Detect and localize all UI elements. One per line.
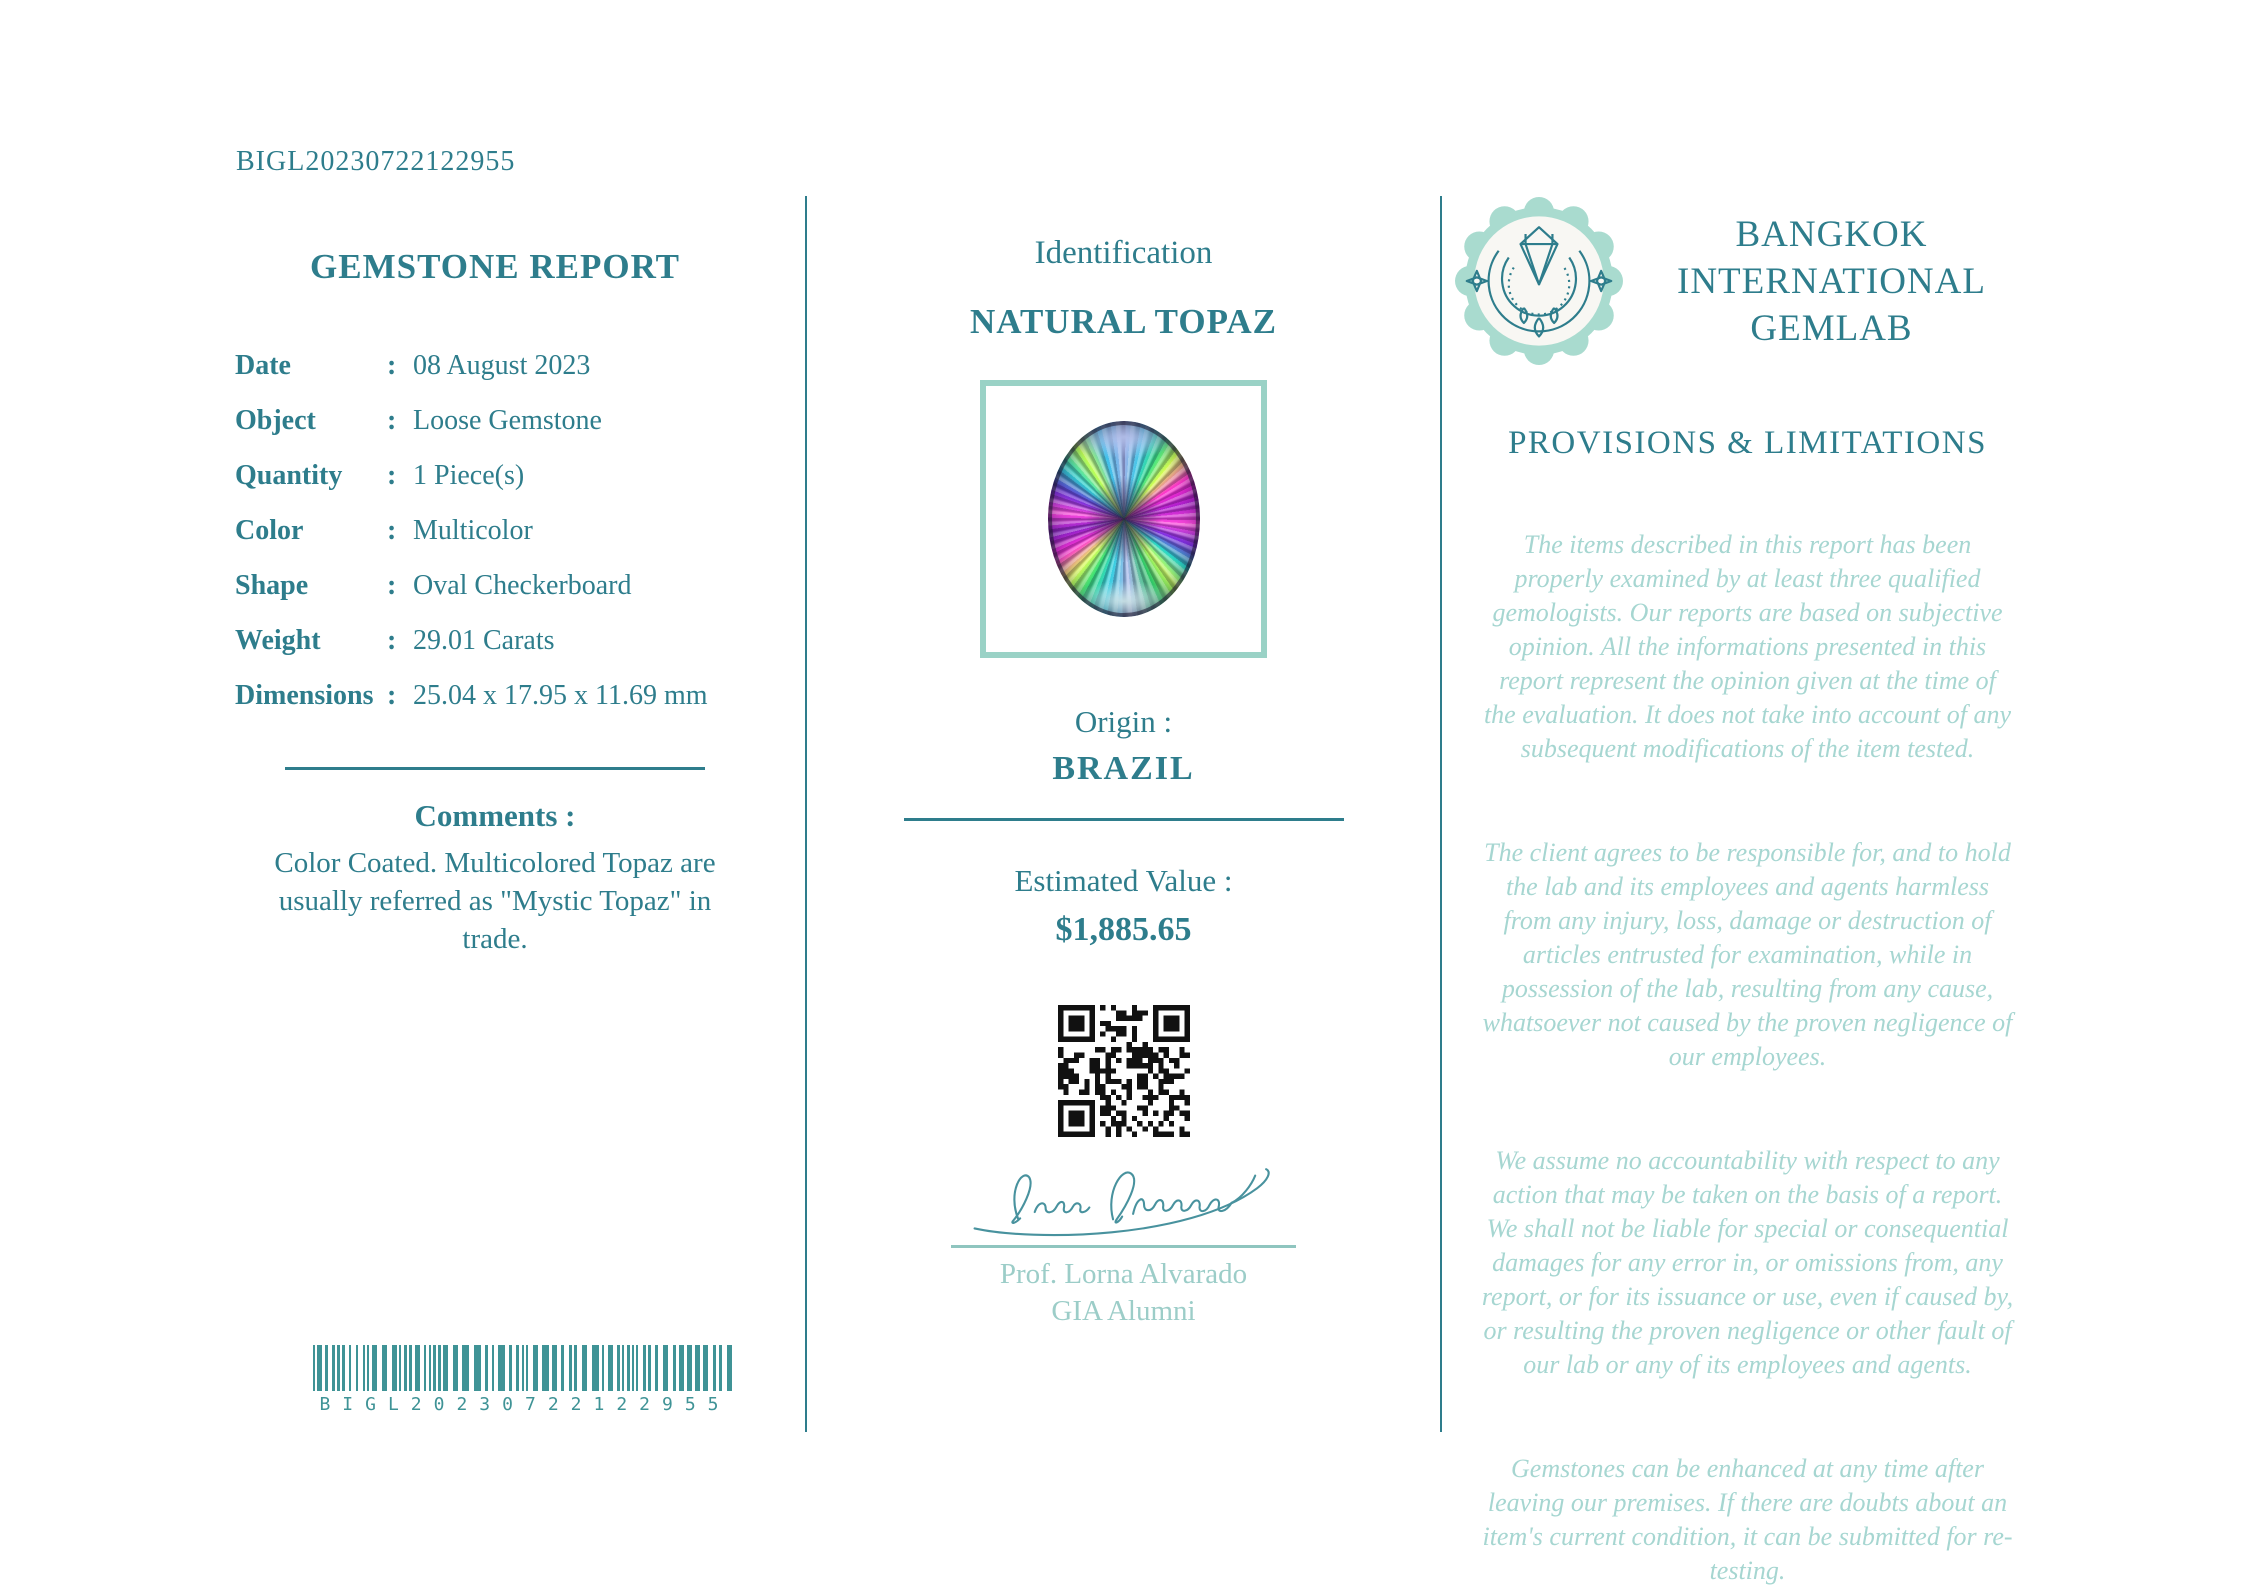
field-value: 29.01 Carats	[413, 625, 555, 657]
field-separator: :	[387, 570, 397, 602]
field-label: Dimensions	[235, 680, 374, 712]
field-row-dimensions	[235, 680, 755, 735]
identification-column	[832, 195, 1415, 1435]
comments-text: Color Coated. Multicolored Topaz are usually referred as "Mystic Topaz" in trade.	[274, 847, 716, 956]
estimated-value: $1,885.65	[1055, 911, 1192, 948]
field-value: Multicolor	[413, 515, 533, 547]
lab-name	[1623, 211, 2040, 352]
column-divider-right	[1440, 196, 1442, 1432]
signer-name: Prof. Lorna Alvarado	[999, 1258, 1248, 1290]
field-value: Oval Checkerboard	[413, 570, 632, 602]
gemstone-photo	[1048, 421, 1200, 617]
gemstone-photo-frame	[980, 380, 1267, 658]
lab-column	[1455, 195, 2040, 1585]
field-value: 25.04 x 17.95 x 11.69 mm	[413, 680, 708, 712]
value-divider	[904, 818, 1344, 821]
field-list	[235, 350, 755, 735]
qr-code	[1058, 1005, 1190, 1137]
lab-name-line: BANGKOK	[1735, 213, 1928, 255]
field-separator: :	[387, 515, 397, 547]
field-label: Date	[235, 350, 291, 382]
field-row-object	[235, 405, 755, 460]
field-label: Quantity	[235, 460, 343, 492]
field-row-quantity	[235, 460, 755, 515]
provision-paragraph: We assume no accountability with respect to any action that may be taken on the basis of a report. We shall not be liable for special or consequential damages for any error in, or omissions from, any report, or for its issuance or use, even if caused by, or resulting the proven negligence or other fault of our lab or any of its employees and agents.	[1481, 1146, 2014, 1379]
column-divider-left	[805, 196, 807, 1432]
page-title: GEMSTONE REPORT	[310, 247, 680, 286]
provisions-list	[1480, 502, 2015, 1586]
provisions-heading: PROVISIONS & LIMITATIONS	[1508, 425, 1987, 461]
provision-paragraph: The client agrees to be responsible for, and to hold the lab and its employees and agents harmless from any injury, loss, damage or destruction of articles entrusted for examination, while in possession of the lab, resulting from any cause, whatsoever not caused by the proven negligence of our employees.	[1482, 838, 2013, 1071]
comments-heading: Comments :	[414, 798, 576, 834]
provision-paragraph: Gemstones can be enhanced at any time after leaving our premises. If there are doubts about an item's current condition, it can be submitted for re-testing.	[1482, 1454, 2013, 1585]
field-value: 1 Piece(s)	[413, 460, 525, 492]
barcode-bars	[313, 1345, 737, 1391]
lab-name-line: INTERNATIONAL	[1677, 260, 1986, 302]
field-separator: :	[387, 350, 397, 382]
field-separator: :	[387, 460, 397, 492]
field-row-color	[235, 515, 755, 570]
report-number: BIGL20230722122955	[236, 146, 516, 177]
field-separator: :	[387, 625, 397, 657]
gemlab-logo-badge	[1455, 197, 1623, 365]
field-value: 08 August 2023	[413, 350, 591, 382]
species-name: NATURAL TOPAZ	[970, 302, 1277, 341]
lab-name-line: GEMLAB	[1750, 307, 1913, 349]
origin-heading: Origin :	[1074, 704, 1173, 739]
lab-header	[1455, 197, 2040, 365]
field-label: Color	[235, 515, 304, 547]
report-details-column	[235, 195, 755, 1435]
identification-heading: Identification	[1034, 235, 1213, 271]
barcode	[313, 1345, 737, 1415]
field-row-weight	[235, 625, 755, 680]
field-separator: :	[387, 405, 397, 437]
signer-title: GIA Alumni	[1051, 1295, 1196, 1327]
field-row-shape	[235, 570, 755, 625]
estimated-value-heading: Estimated Value :	[1014, 863, 1233, 898]
signature-icon	[954, 1161, 1294, 1243]
barcode-text: BIGL20230722122955	[319, 1394, 731, 1415]
field-value: Loose Gemstone	[413, 405, 602, 437]
field-row-date	[235, 350, 755, 405]
provision-paragraph: The items described in this report has been properly examined by at least three qualified gemologists. Our reports are based on subjective opinion. All the informations presented in this report represent the opinion given at the time of the evaluation. It does not take into account of any subsequent modifications of the item tested.	[1483, 530, 2012, 763]
field-label: Weight	[235, 625, 321, 657]
field-separator: :	[387, 680, 397, 712]
comments-divider	[285, 767, 705, 770]
signature-line	[951, 1245, 1296, 1248]
field-label: Object	[235, 405, 316, 437]
origin-value: BRAZIL	[1052, 750, 1195, 787]
field-label: Shape	[235, 570, 309, 602]
